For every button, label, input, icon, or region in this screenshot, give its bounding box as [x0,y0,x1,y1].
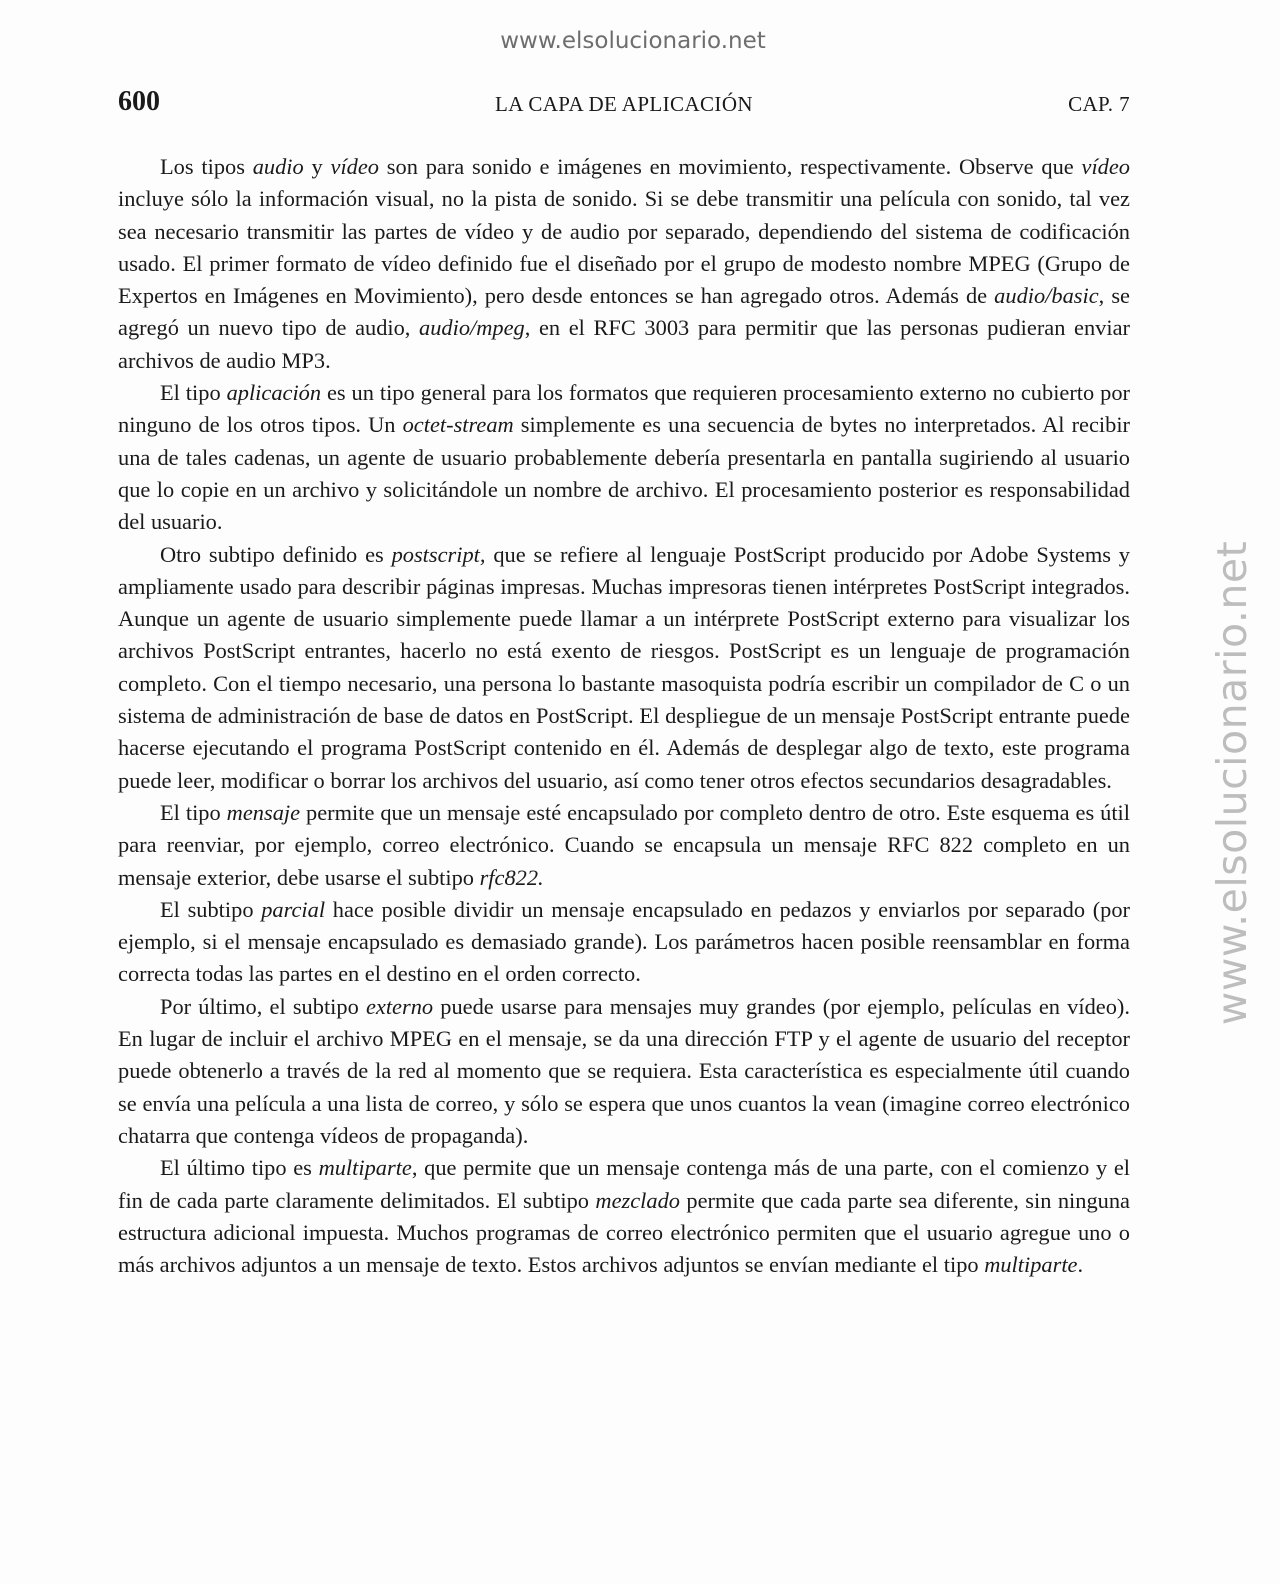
text-run: y [303,154,331,179]
italic-term: vídeo [1081,154,1131,179]
text-run: permite que cada parte sea diferente, sin ninguna estructura adicional impuesta. Muchos programas de correo electrónico permiten que el usuario agregue uno o más archivos adjuntos a un mensaje de texto. Estos archivos adjuntos se envían mediante el tipo [118,1187,1130,1278]
chapter-label: CAP. 7 [1068,92,1130,116]
paragraph [118,991,1130,1152]
italic-term: vídeo [330,154,380,179]
italic-term: aplicación [226,380,322,406]
text-run: hace posible dividir un mensaje encapsulado en pedazos y enviarlos por separado (por ejemplo, si el mensaje encapsulado es demasiado grande). Los parámetros hacen posible reensamblar en forma correcta todas las partes en el destino en el orden correcto. [118,896,1130,987]
paragraph [118,377,1130,538]
watermark-side: www.elsolucionario.net [1208,540,1256,1026]
paragraph [118,151,1130,377]
italic-term: audio [252,154,304,179]
text-run: Los tipos [160,154,253,179]
text-run: , que permite que un mensaje contenga más de una parte, con el comienzo y el fin de cada parte claramente delimitados. El subtipo [118,1155,1130,1213]
body-text [118,151,1130,1281]
text-run: incluye sólo la información visual, no la pista de sonido. Si se debe transmitir una película con sonido, tal vez sea necesario transmitir las partes de vídeo y de audio por separado, dependiendo del sistema de codificación usado. El primer formato de vídeo definido fue el diseñado por el grupo de modesto nombre MPEG (Grupo de Expertos en Imágenes en Movimiento), pero desde entonces se han agregado otros. Además de [118,186,1130,309]
text-run: puede usarse para mensajes muy grandes (por ejemplo, películas en vídeo). En lugar de incluir el archivo MPEG en el mensaje, se da una dirección FTP y el agente de usuario del receptor puede obtenerlo a través de la red al momento que se requiera. Esta característica es especialmente útil cuando se envía una película a una lista de correo, y sólo se espera que unos cuantos la vean (imagine correo electrónico chatarra que contenga vídeos de propaganda). [118,993,1130,1148]
italic-term: externo [365,993,434,1019]
text-run: . [1077,1252,1084,1278]
paragraph [118,797,1130,894]
text-run: , se agregó un nuevo tipo de audio, [118,283,1130,341]
italic-term: parcial [261,896,326,922]
italic-term: rfc822. [479,864,544,890]
text-run: El tipo [160,380,227,406]
italic-term: mensaje [226,799,301,825]
text-run: El subtipo [160,896,262,922]
italic-term: audio/basic [994,283,1099,309]
paragraph [118,894,1130,991]
italic-term: mezclado [595,1187,680,1213]
text-run: permite que un mensaje esté encapsulado por completo dentro de otro. Este esquema es útil para reenviar, por ejemplo, correo electrónico. Cuando se encapsula un mensaje RFC 822 completo en un mensaje exterior, debe usarse el subtipo [118,799,1130,890]
text-run: es un tipo general para los formatos que requieren procesamiento externo no cubierto por ninguno de los otros tipos. Un [118,380,1130,438]
text-run: Otro subtipo definido es [160,541,392,567]
chapter-title: LA CAPA DE APLICACIÓN [495,92,753,116]
italic-term: postscript, [391,541,486,567]
paragraph [118,539,1130,797]
text-run: , en el RFC 3003 para permitir que las personas pudieran enviar archivos de audio MP3. [118,315,1130,373]
watermark-top: www.elsolucionario.net [500,28,766,54]
italic-term: multiparte [318,1155,412,1181]
text-run: El tipo [160,799,227,825]
italic-term: audio/mpeg [419,315,525,341]
paragraph [118,1152,1130,1281]
text-run: son para sonido e imágenes en movimiento, respectivamente. Observe que [379,154,1082,179]
running-head [118,86,1130,122]
italic-term: multiparte [984,1252,1078,1278]
page-number: 600 [118,86,160,117]
text-run: simplemente es una secuencia de bytes no interpretados. Al recibir una de tales cadenas, un agente de usuario probablemente debería presentarla en pantalla sugiriendo al usuario que lo copie en un archivo y solicitándole un nombre de archivo. El procesamiento posterior es responsabilidad del usuario. [118,412,1130,535]
text-run: que se refiere al lenguaje PostScript producido por Adobe Systems y ampliamente usado para describir páginas impresas. Muchas impresoras tienen intérpretes PostScript integrados. Aunque un agente de usuario simplemente puede llamar a un intérprete PostScript externo para visualizar los archivos PostScript entrantes, hacerlo no está exento de riesgos. PostScript es un lenguaje de programación completo. Con el tiempo necesario, una persona lo bastante masoquista podría escribir un compilador de C o un sistema de administración de base de datos en PostScript. El despliegue de un mensaje PostScript entrante puede hacerse ejecutando el programa PostScript contenido en él. Además de desplegar algo de texto, este programa puede leer, modificar o borrar los archivos del usuario, así como tener otros efectos secundarios desagradables. [118,541,1130,793]
text-run: Por último, el subtipo [160,993,366,1019]
italic-term: octet-stream [402,412,514,438]
text-run: El último tipo es [160,1155,319,1181]
